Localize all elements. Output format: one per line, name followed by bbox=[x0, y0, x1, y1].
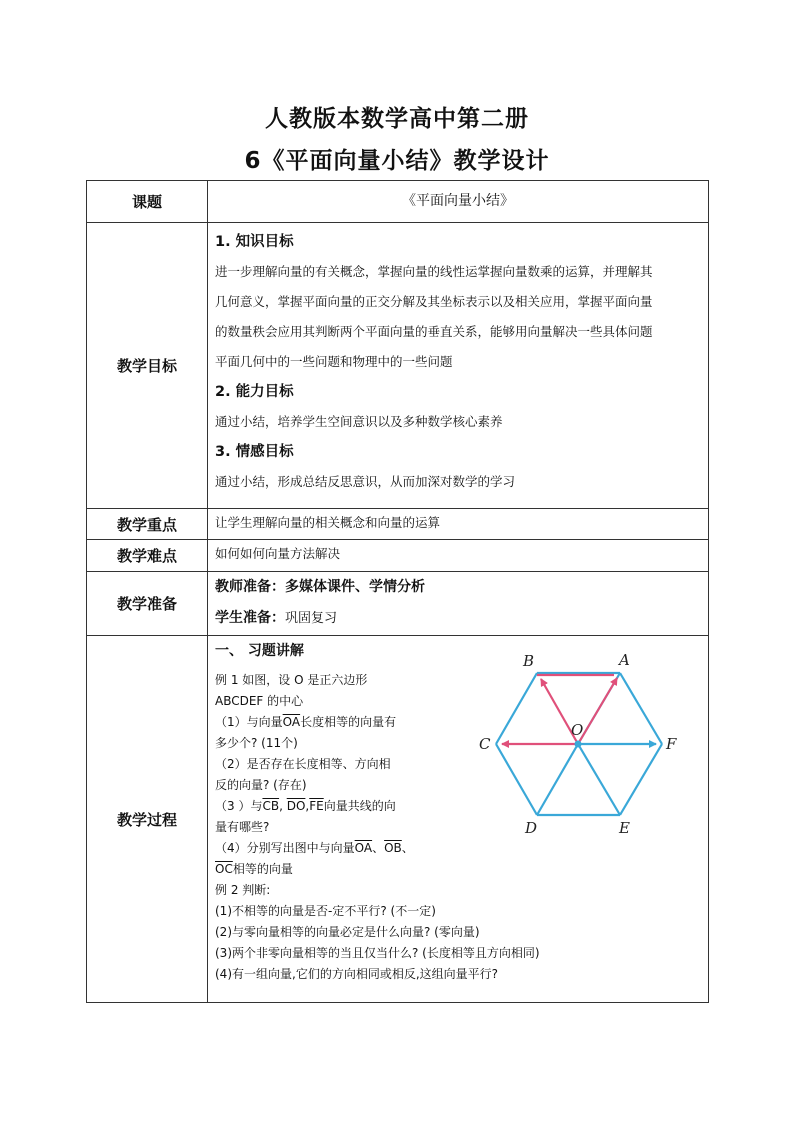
document-title: 人教版本数学高中第二册 bbox=[265, 106, 529, 132]
highlighted-vectors bbox=[502, 675, 617, 744]
ability-text: 通过小结，培养学生空间意识以及多种数学核心素养 bbox=[215, 414, 503, 429]
preparation-label: 教学准备 bbox=[87, 572, 208, 636]
knowledge-heading: 1. 知识目标 bbox=[215, 234, 294, 250]
difficulties-value: 如何如何向量方法解决 bbox=[208, 540, 709, 572]
example1-line: 量有哪些? bbox=[215, 820, 270, 834]
topic-label: 课题 bbox=[87, 181, 208, 223]
vertex-label-f: F bbox=[666, 735, 677, 753]
section-heading: 一、 习题讲解 bbox=[215, 643, 304, 659]
example2-heading: 例 2 判断: bbox=[215, 883, 271, 897]
row-preparation bbox=[87, 572, 709, 636]
emotion-heading: 3. 情感目标 bbox=[215, 444, 294, 460]
goals-label: 教学目标 bbox=[87, 223, 208, 509]
example2-item: (2)与零向量相等的向量必定是什么向量? (零向量) bbox=[215, 925, 480, 939]
process-label: 教学过程 bbox=[87, 636, 208, 1003]
example2-item: (3)两个非零向量相等的当且仅当什么? (长度相等且方向相同) bbox=[215, 946, 540, 960]
vertex-label-b: B bbox=[523, 652, 535, 670]
key-points-value: 让学生理解向量的相关概念和向量的运算 bbox=[208, 509, 709, 540]
difficulties-label: 教学难点 bbox=[87, 540, 208, 572]
topic-value: 《平面向量小结》 bbox=[208, 181, 709, 223]
knowledge-line: 几何意义，掌握平面向量的正交分解及其坐标表示以及相关应用，掌握平面向量 bbox=[215, 294, 653, 309]
row-goals bbox=[87, 223, 709, 509]
row-difficulties bbox=[87, 540, 709, 572]
row-topic bbox=[87, 181, 709, 223]
center-point bbox=[575, 741, 582, 748]
teacher-preparation: 教师准备：多媒体课件、学情分析 bbox=[215, 579, 425, 595]
document-subtitle: 6《平面向量小结》教学设计 bbox=[244, 148, 550, 174]
example1-question-3: （3 ）与$\overline{CB}$, $\overline{DO},\overline{FE}$向量共线的向 bbox=[215, 799, 396, 813]
example1-question-1: （1）与向量$\overline{OA}$长度相等的向量有 bbox=[215, 715, 397, 729]
center-label-o: O bbox=[571, 721, 584, 739]
hexagon-figure bbox=[440, 651, 690, 856]
lesson-plan-table bbox=[86, 180, 709, 1003]
example1-question-4: （4）分别写出图中与向量$\overline{OA}$、$\overline{OB}$、 bbox=[215, 841, 414, 855]
process-content bbox=[208, 636, 709, 1003]
knowledge-line: 平面几何中的一些问题和物理中的一些问题 bbox=[215, 354, 453, 369]
preparation-content bbox=[208, 572, 709, 636]
student-preparation: 学生准备：巩固复习 bbox=[215, 610, 338, 626]
example1-line: ABCDEF 的中心 bbox=[215, 694, 304, 708]
vertex-label-e: E bbox=[619, 819, 630, 837]
vertex-label-d: D bbox=[525, 819, 538, 837]
example2-item: (4)有一组向量,它们的方向相同或相反,这组向量平行? bbox=[215, 967, 498, 981]
goals-content bbox=[208, 223, 709, 509]
emotion-text: 通过小结，形成总结反思意识，从而加深对数学的学习 bbox=[215, 474, 516, 489]
row-process bbox=[87, 636, 709, 1003]
example1-line: 例 1 如图，设 O 是正六边形 bbox=[215, 673, 368, 687]
example1-line: $\overline{OC}$相等的向量 bbox=[215, 862, 293, 876]
key-points-label: 教学重点 bbox=[87, 509, 208, 540]
example1-question-2: （2）是否存在长度相等、方向相 bbox=[215, 757, 391, 771]
knowledge-line: 的数量秩会应用其判断两个平面向量的垂直关系，能够用向量解决一些具体问题 bbox=[215, 324, 653, 339]
row-key-points bbox=[87, 509, 709, 540]
example2-item: (1)不相等的向量是否-定不平行? (不一定) bbox=[215, 904, 436, 918]
knowledge-line: 进一步理解向量的有关概念，掌握向量的线性运掌握向量数乘的运算，并理解其 bbox=[215, 264, 653, 279]
vertex-label-c: C bbox=[479, 735, 491, 753]
example1-line: 多少个? (11个) bbox=[215, 736, 298, 750]
ability-heading: 2. 能力目标 bbox=[215, 384, 294, 400]
vertex-label-a: A bbox=[619, 651, 630, 669]
example1-line: 反的向量? (存在) bbox=[215, 778, 307, 792]
